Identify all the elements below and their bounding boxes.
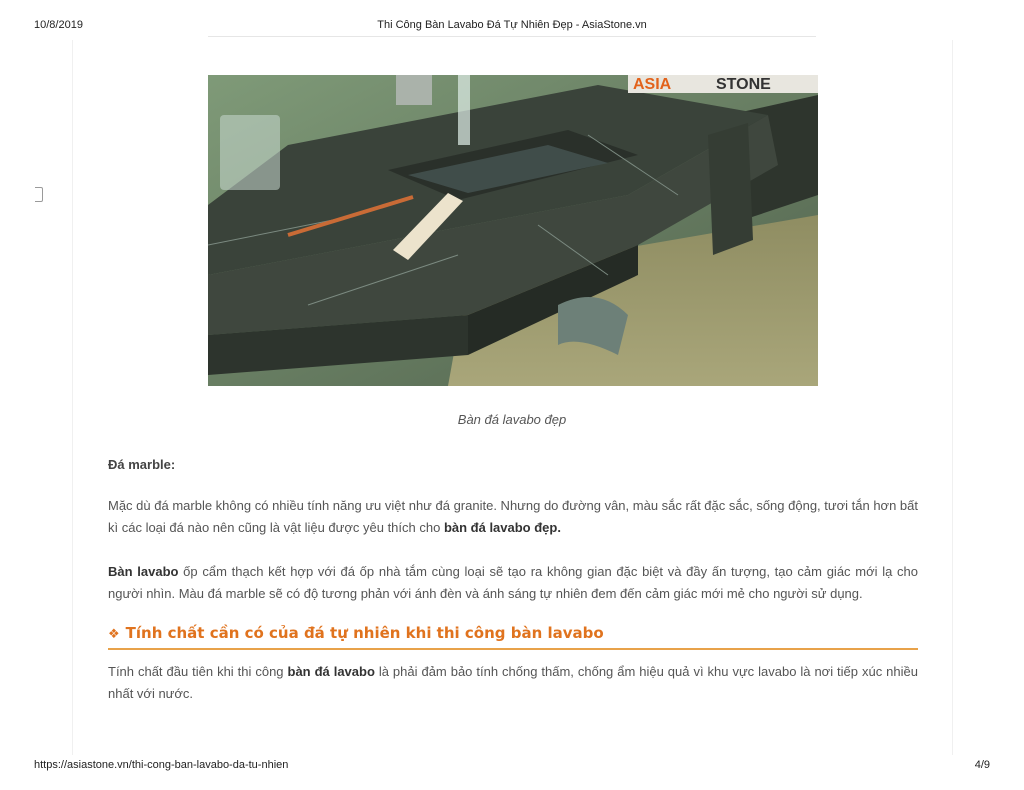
paragraph-properties: Tính chất đầu tiên khi thi công bàn đá lavabo là phải đảm bảo tính chống thấm, chống ẩm hiệu quả vì khu vực lavabo là nơi tiếp xúc nhiều nhất với nước. (108, 664, 918, 701)
bold-link-text: bàn đá lavabo đẹp. (443, 520, 561, 535)
right-border (952, 40, 953, 755)
photo-logo-stone: STONE (716, 76, 771, 93)
page-number: 4/9 (974, 759, 990, 771)
subheading-marble: Đá marble: (108, 457, 176, 472)
paragraph-lavabo: Bàn lavabo ốp cẩm thạch kết hợp với đá ốp nhà tắm cùng loại sẽ tạo ra không gian đặc biệt và đầy ấn tượng, tạo cảm giác mới lạ cho người nhìn. Màu đá marble sẽ có độ tương phản với ánh đèn và ánh sáng tự nhiên đem đến cảm giác mới mẻ cho người sử dụng. (108, 564, 919, 601)
left-border (72, 40, 73, 755)
page-title: Thi Công Bàn Lavabo Đá Tự Nhiên Đẹp - AsiaStone.vn (377, 19, 647, 31)
paragraph-marble: Mặc dù đá marble không có nhiều tính năng ưu việt như đá granite. Nhưng do đường vân, màu sắc rất đặc sắc, sống động, tươi tắn hơn bất kì các loại đá nào nên cũng là vật liệu được yêu thích cho bàn đá lavabo đẹp. (108, 498, 918, 535)
lavabo-photo (208, 75, 818, 386)
bold-term: bàn đá lavabo (287, 664, 375, 679)
image-caption: Bàn đá lavabo đẹp (457, 412, 567, 427)
bold-term: Bàn lavabo (108, 564, 179, 579)
page-url: https://asiastone.vn/thi-cong-ban-lavabo-da-tu-nhien (34, 759, 289, 771)
photo-logo-asia: ASIA (633, 76, 672, 93)
print-date: 10/8/2019 (34, 19, 83, 31)
header-divider (208, 36, 816, 37)
side-tab-handle[interactable] (35, 187, 43, 202)
diamond-icon: ❖ (108, 627, 120, 642)
section-heading: ❖ Tính chất cần có của đá tự nhiên khi thi công bàn lavabo (108, 624, 918, 650)
